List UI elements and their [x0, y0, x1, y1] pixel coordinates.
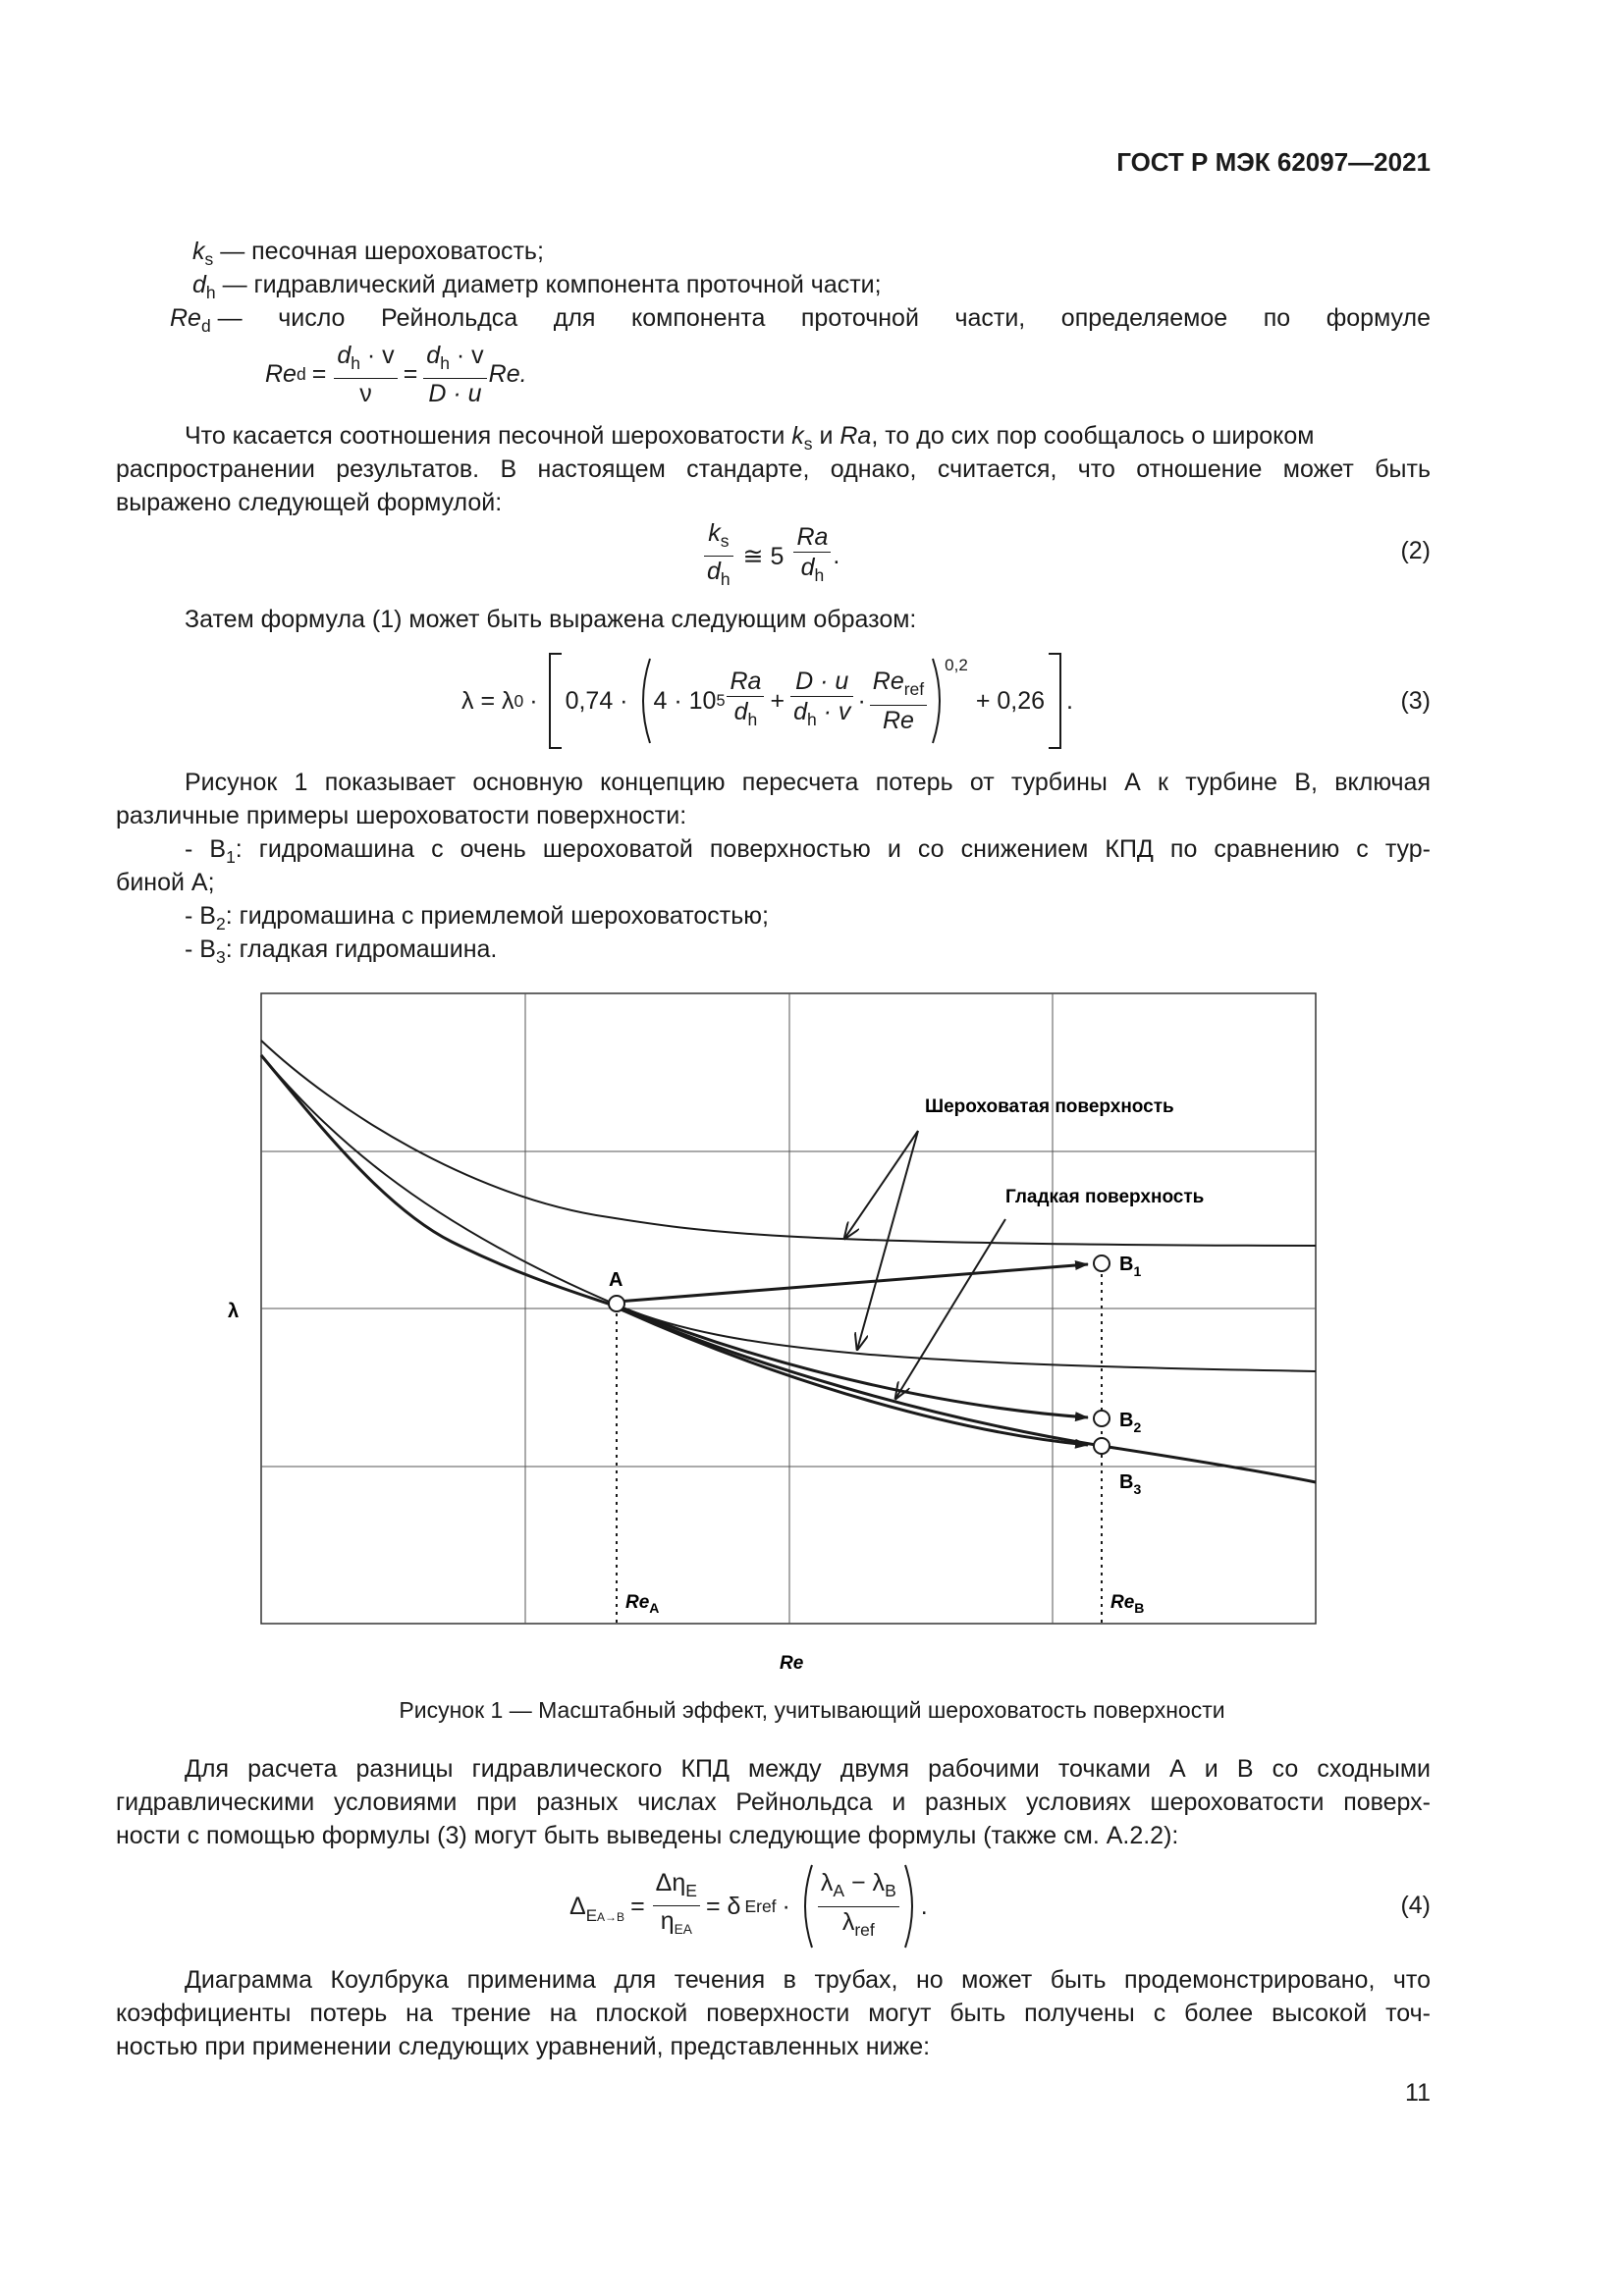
page-number: 11	[1405, 2079, 1431, 2107]
para5-line1: Диаграмма Коулбрука применима для течения в трубах, но может быть продемонстрировано, что	[185, 1966, 1431, 1994]
point-b3	[1094, 1438, 1110, 1454]
arrow-a-to-b1	[617, 1264, 1088, 1302]
pointer-rough-1	[844, 1131, 918, 1239]
axis-x-label: Re	[780, 1653, 804, 1674]
label-point-b2: $B_2$	[1119, 1410, 1142, 1435]
label-rough-surface: Шероховатая поверхность	[925, 1096, 1174, 1117]
formula-red: Re d = $\frac{d_h \cdot v}{\nu}$ = $\frac{d_h \cdot v}{D \cdot u}$ Re.	[265, 342, 527, 408]
para2: Затем формула (1) может быть выражена следующим образом:	[185, 606, 917, 633]
point-b2	[1094, 1411, 1110, 1426]
definition-ks: $k_s$ — песочная шероховатость;	[192, 238, 544, 270]
para3-b3: - $B_3$: гладкая гидромашина.	[185, 935, 498, 968]
equation-3: λ = λ 0 · 0,74 · 4 · 10 5 $\frac{Ra}{d_h}$ + $\frac{D \cdot u}{d_h \cdot v}$ · $\frac{Re_{ref}}{Re}$ 0,2 + 0,26 .	[461, 652, 1073, 750]
curve-rough-high	[261, 1041, 1316, 1246]
equation-2-number: (2)	[1400, 537, 1431, 564]
axis-y-label: λ	[228, 1301, 240, 1322]
eq4-right-paren	[901, 1863, 921, 1949]
para3-line2: различные примеры шероховатости поверхности:	[116, 802, 687, 829]
curve-smooth	[261, 1055, 1316, 1482]
para4-line3: ности с помощью формулы (3) могут быть выведены следующие формулы (также см. А.2.2):	[116, 1822, 1179, 1849]
para5-line2: коэффициенты потерь на трение на плоской поверхности могут быть получены с более высокой точ-	[116, 2000, 1431, 2027]
para1-line2: распространении результатов. В настоящем стандарте, однако, считается, что отношение может быть	[116, 455, 1431, 483]
para3-b2: - $B_2$: гидромашина с приемлемой шероховатостью;	[185, 902, 769, 934]
label-re-a: $Re_A$	[625, 1592, 660, 1616]
para4-line2: гидравлическими условиями при разных числах Рейнольдса и разных условиях шероховатости поверх-	[116, 1789, 1431, 1816]
point-a	[609, 1296, 624, 1311]
para1-line3: выражено следующей формулой:	[116, 489, 503, 516]
label-smooth-surface: Гладкая поверхность	[1005, 1187, 1205, 1207]
label-point-b3: $B_3$	[1119, 1471, 1142, 1497]
equation-4: Δ EA→B = $\frac{\Delta\eta_E}{\eta_{EA}}$ = δ Eref · $\frac{\lambda_A - \lambda_B}{\lambda_{ref}}$ .	[569, 1863, 928, 1949]
para1-line1: Что касается соотношения песочной шероховатости $k_s$ и Ra, то до сих пор сообщалось о широком	[185, 422, 1315, 454]
para3-b1-cont: биной А;	[116, 869, 215, 896]
equation-2: $\frac{k_s}{d_h}$ ≅ 5 $\frac{Ra}{d_h}$ .	[702, 518, 839, 594]
figure-caption: Рисунок 1 — Масштабный эффект, учитывающий шероховатость поверхности	[399, 1697, 1225, 1723]
equation-4-number: (4)	[1400, 1892, 1431, 1919]
label-point-b1: $B_1$	[1119, 1254, 1142, 1279]
label-re-b: $Re_B$	[1110, 1592, 1145, 1616]
para4-line1: Для расчета разницы гидравлического КПД между двумя рабочими точками А и В со сходными	[185, 1755, 1431, 1783]
para3-line1: Рисунок 1 показывает основную концепцию пересчета потерь от турбины А к турбине В, включая	[185, 769, 1431, 796]
document-header: ГОСТ Р МЭК 62097—2021	[1116, 147, 1431, 177]
point-b1	[1094, 1255, 1110, 1271]
eq4-left-paren	[796, 1863, 816, 1949]
label-point-a: A	[609, 1269, 623, 1291]
definition-dh: $d_h$ — гидравлический диаметр компонента проточной части;	[192, 271, 882, 303]
definition-red: $Re_d$ — число Рейнольдса для компонента проточной части, определяемое по формуле	[170, 304, 1431, 337]
arrow-a-to-b2	[617, 1306, 1088, 1417]
para5-line3: ностью при применении следующих уравнений, представленных ниже:	[116, 2033, 931, 2060]
para3-b1: - $B_1$: гидромашина с очень шероховатой поверхностью и со снижением КПД по сравнению с тур-	[185, 835, 1431, 868]
equation-3-number: (3)	[1400, 687, 1431, 715]
